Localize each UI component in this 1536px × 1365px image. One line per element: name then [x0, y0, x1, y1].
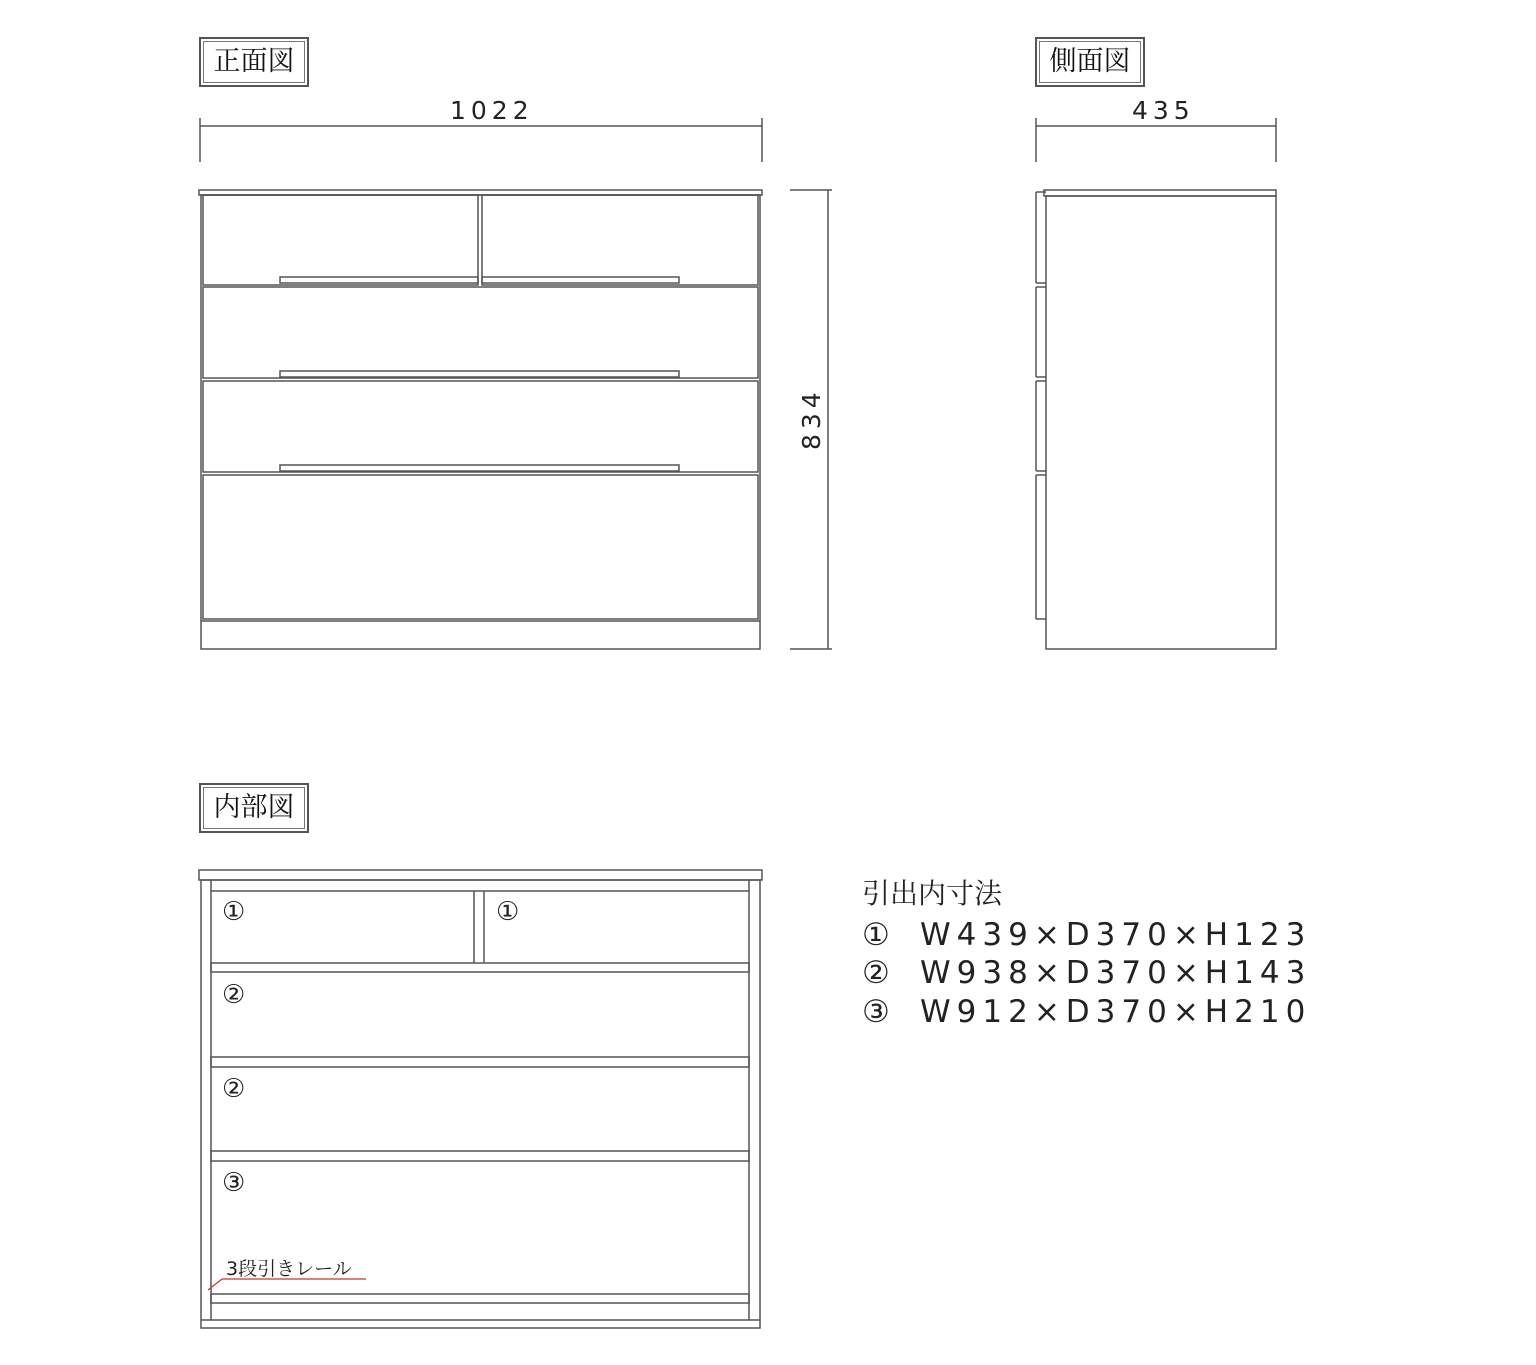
- interior-marker-1-left: ①: [222, 897, 246, 927]
- front-view: [199, 118, 832, 649]
- spec-text: W938×D370×H143: [920, 955, 1312, 991]
- front-drawer-4: [203, 475, 758, 619]
- interior-marker-3: ③: [222, 1168, 246, 1198]
- spec-title: 引出内寸法: [862, 877, 1003, 910]
- interior-marker-2-upper: ②: [222, 980, 246, 1010]
- rail-leader-line: [208, 1279, 222, 1290]
- spec-text: W912×D370×H210: [920, 994, 1312, 1030]
- rail-note: 3段引きレール: [226, 1258, 352, 1280]
- front-handle: [482, 277, 679, 283]
- depth-dimension-value: 435: [1132, 96, 1195, 125]
- front-handle: [280, 277, 478, 283]
- interior-shelf: [211, 1151, 749, 1161]
- front-drawer-top-right: [482, 195, 758, 285]
- front-handle: [280, 371, 679, 377]
- spec-marker: ②: [862, 955, 890, 991]
- side-view-label: 側面図: [1035, 37, 1145, 87]
- spec-row-1: [862, 917, 1311, 953]
- width-dimension-value: 1022: [450, 96, 534, 125]
- front-drawer-2: [203, 287, 758, 378]
- spec-row-2: [862, 955, 1311, 991]
- side-body: [1046, 196, 1276, 649]
- interior-marker-1-right: ①: [496, 897, 520, 927]
- interior-view-label: 内部図: [199, 783, 309, 833]
- interior-shelf: [211, 963, 749, 972]
- height-dimension-value: 834: [797, 387, 826, 450]
- spec-marker: ③: [862, 994, 890, 1030]
- side-view: [1036, 118, 1276, 649]
- side-top-board: [1044, 190, 1276, 196]
- interior-top-board: [199, 870, 762, 880]
- spec-marker: ①: [862, 917, 890, 953]
- front-view-label: 正面図: [199, 37, 309, 87]
- front-drawer-top-left: [203, 195, 478, 285]
- front-drawer-3: [203, 381, 758, 472]
- interior-marker-2-lower: ②: [222, 1074, 246, 1104]
- spec-text: W439×D370×H123: [920, 917, 1312, 953]
- front-cabinet-outline: [201, 195, 760, 649]
- interior-shelf: [211, 1294, 749, 1303]
- interior-shelf: [211, 1057, 749, 1067]
- front-handle: [280, 465, 679, 471]
- spec-row-3: [862, 994, 1311, 1030]
